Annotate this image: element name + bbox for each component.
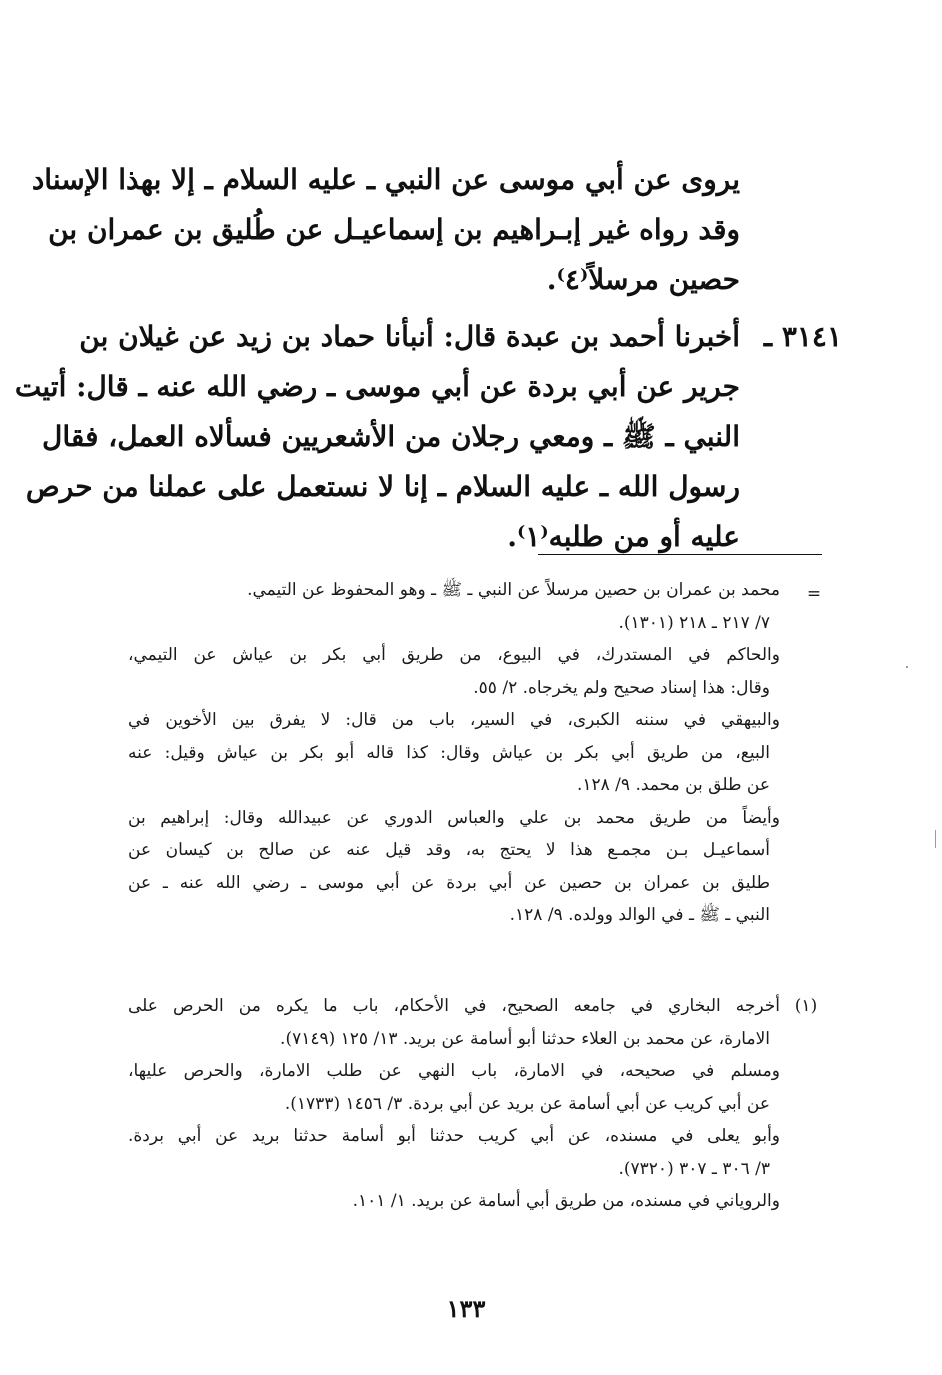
- hadith-line: رسول الله ـ عليه السلام ـ إنا لا نستعمل على عملنا من حرص: [25, 470, 740, 503]
- footnote-line: ومسلم في صحيحه، في الامارة، باب النهي عن طلب الامارة، والحرص عليها،: [128, 1061, 780, 1081]
- footnote-line: النبي ـ ﷺ ـ في الوالد وولده. ٩/ ١٢٨.: [509, 905, 770, 925]
- scan-speck: [935, 830, 936, 848]
- hadith-line: جرير عن أبي بردة عن أبي موسى ـ رضي الله عنه ـ قال: أتيت: [14, 370, 740, 403]
- footnote-continued: [128, 574, 780, 932]
- footnote-line: عن طلق بن محمد. ٩/ ١٢٨.: [576, 775, 770, 795]
- page-number: ١٣٣: [446, 1294, 486, 1323]
- footnote-1: [128, 990, 780, 1218]
- hadith-text: [14, 312, 740, 562]
- footnote-marker: (١): [794, 996, 818, 1016]
- hadith-line: عليه أو من طلبه⁽١⁾.: [507, 520, 740, 553]
- footnote-line: أخرجه البخاري في جامعه الصحيح، في الأحكام، باب ما يكره من الحرص على: [128, 996, 780, 1016]
- footnote-line: والروياني في مسنده، من طريق أبي أسامة عن بريد. ١/ ١٠١.: [352, 1191, 780, 1211]
- footnote-line: وقال: هذا إسناد صحيح ولم يخرجاه. ٢/ ٥٥.: [473, 677, 770, 698]
- footnote-line: ٧/ ٢١٧ ـ ٢١٨ (١٣٠١).: [618, 612, 770, 633]
- main-line: وقد رواه غير إبـراهيم بن إسماعيـل عن طُليق بن عمران بن: [48, 213, 740, 246]
- hadith-line: النبي ـ ﷺ ـ ومعي رجلان من الأشعريين فسألاه العمل، فقال: [42, 420, 740, 453]
- footnote-line: والحاكم في المستدرك، في البيوع، من طريق أبي بكر بن عياش عن التيمي،: [128, 645, 780, 665]
- footnote-line: طليق بن عمران بن حصين عن أبي بردة عن أبي موسى ـ رضي الله عنه ـ عن: [128, 872, 770, 893]
- main-text-continuation: [31, 155, 740, 305]
- hadith-number: ٣١٤١ ـ: [763, 320, 842, 353]
- footnote-line: وأبو يعلى في مسنده، عن أبي كريب حدثنا أبو أسامة حدثنا بريد عن أبي بردة.: [128, 1126, 780, 1146]
- footnote-separator: [538, 554, 822, 555]
- main-line: حصين مرسلاً⁽٤⁾.: [546, 263, 740, 296]
- footnote-line: محمد بن عمران بن حصين مرسلاً عن النبي ـ ﷺ ـ وهو المحفوظ عن التيمي.: [247, 580, 780, 600]
- footnote-line: ٣/ ٣٠٦ ـ ٣٠٧ (٧٣٢٠).: [618, 1158, 770, 1179]
- footnote-line: وأيضاً من طريق محمد بن علي والعباس الدوري عن عبيدالله وقال: إبراهيم بن: [128, 807, 780, 828]
- footnote-continuation-mark: =: [806, 584, 822, 604]
- footnote-line: أسماعيـل بـن مجمـع هذا لا يحتج به، وقد قيل عنه عن صالح بن كيسان عن: [128, 840, 770, 860]
- scan-speck: [906, 666, 908, 668]
- footnote-line: عن أبي كريب عن أبي أسامة عن بريد عن أبي بردة. ٣/ ١٤٥٦ (١٧٣٣).: [284, 1093, 770, 1114]
- hadith-line: أخبرنا أحمد بن عبدة قال: أنبأنا حماد بن زيد عن غيلان بن: [79, 320, 740, 353]
- footnote-line: الامارة، عن محمد بن العلاء حدثنا أبو أسامة عن بريد. ١٣/ ١٢٥ (٧١٤٩).: [280, 1028, 770, 1049]
- footnote-line: والبيهقي في سننه الكبرى، في السير، باب من قال: لا يفرق بين الأخوين في: [128, 710, 780, 730]
- main-line: يروى عن أبي موسى عن النبي ـ عليه السلام ـ إلا بهذا الإسناد: [31, 163, 740, 196]
- footnote-line: البيع، من طريق أبي بكر بن عياش وقال: كذا قاله أبو بكر بن عياش وقيل: عنه: [128, 742, 770, 763]
